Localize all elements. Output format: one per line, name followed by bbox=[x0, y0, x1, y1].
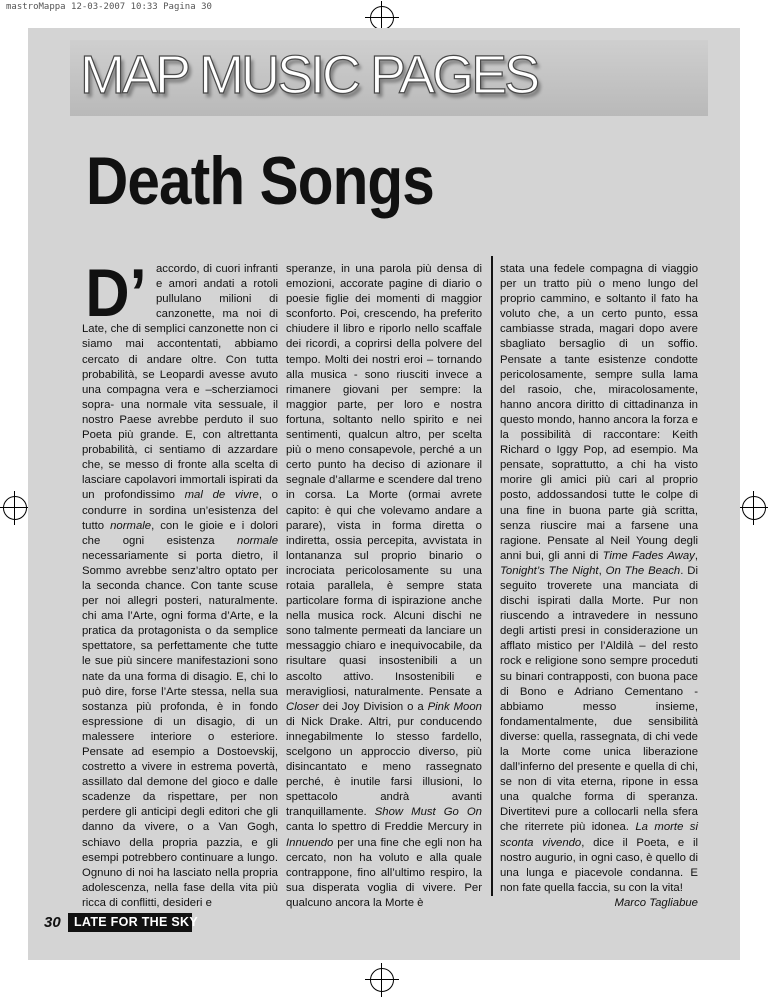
text-run: . Di seguito troverete una manciata di dischi ispirati dalla Morte. Pur non riuscendo a intravedere in nessuno degli artisti presi in considerazione un afflato mistico per l’Aldilà – del resto rock e religione sono sempre proceduti su binari contrapposti, con buona pace di Bono e Adriano Cementano - abbiamo messo insieme, fondamentalmente, due sensibilità diverse: quella, rassegnata, di chi vede la Morte come unica liberazione dall’inferno del presente e quella di chi, se non di vita eterna, ripone in essa una qualche forma di speranza. Divertitevi pure a collocarli nella sfera che riterrete più idonea. bbox=[500, 564, 698, 834]
text-run: canta lo spettro di Freddie Mercury in bbox=[286, 821, 482, 834]
text-italic: normale bbox=[110, 519, 152, 532]
text-run: di Nick Drake. Altri, pur conducendo innegabilmente lo stesso fardello, scelgono un approccio diverso, più disincantato e meno rassegnato perché, è inutile farsi illusioni, lo spettacolo andrà avanti tranquillamente. bbox=[286, 715, 482, 819]
text-run: accordo, di cuori infranti e amori andati a rotoli pullulano milioni di canzonette, ma noi di Late, che di semplici canzonette non ci siamo mai accontentati, abbiamo cercato di andare oltre. Con tutta probabilità, se Leopardi avesse avuto una compagna vera e –scherziamoci sopra- una normale vita sessuale, il nostro Paese avrebbe perduto il suo Poeta più grande. E, con altrettanta probabilità, ci sentiamo di azzardare che, se messo di fronte alla scelta di lasciare capolavori immortali ispirati da un profondissimo bbox=[82, 263, 278, 502]
column-divider bbox=[491, 256, 493, 896]
text-run: stata una fedele compagna di viaggio per un tratto più o meno lungo del proprio cammino, e soltanto il fato ha voluto che, a un certo punto, essa cambiasse strada, magari dopo avere sbagliato bersaglio di un soffio. Pensate a tante esistenze condotte pericolosamente, sempre sulla lama del rasoio, che, miracolosamente, hanno ancora diritto di cittadinanza in questo mondo, hanno ancora la forza e la possibilità di raccontare: Keith Richard o Iggy Pop, ad esempio. Ma pensate, soprattutto, a chi ha visto morire gli amici più cari al proprio posto, addossandosi tutte le colpe di una fine in buona parte già scritta, senza riuscire mai a farsene una ragione. Pensate al Neil Young degli anni bui, gli anni di bbox=[500, 263, 698, 562]
text-italic: Innuendo bbox=[286, 836, 334, 849]
text-italic: mal de vivre bbox=[184, 489, 259, 502]
article-headline: Death Songs bbox=[86, 143, 434, 219]
text-italic: Show Must Go On bbox=[374, 806, 482, 819]
text-run: per una fine che egli non ha cercato, non ha voluto e alla quale contrappone, fino all’ultimo respiro, la sua disperata voglia di vivere. Per qualcuno ancora la Morte è bbox=[286, 836, 482, 909]
text-italic: La morte si sconta vivendo bbox=[500, 821, 698, 849]
text-run: , bbox=[694, 549, 698, 562]
text-run: necessariamente si porta dietro, il Sommo avrebbe senz’altro optato per la seconda chance. Con tante scuse per noi allegri posteri, naturalmente. chi ama l’Arte, ogni forma d’Arte, e la pratica da protagonista o da semplice spettatore, sa perfettamente che tutte le sue più sincere manifestazioni sono nate da una forma di disagio. E, chi lo può dire, forse l’Arte stessa, nella sua sostanza più profonda, è in fondo espressione di un disagio, di un malessere interiore o esteriore. Pensate ad esempio a Dostoevskij, costretto a vivere in estrema povertà, assillato dal demone del gioco e dalle scadenze da rispettare, per non perdere gli anticipi degli editori che gli danno da vivere, o a Van Gogh, schiavo della propria pazzia, e gli esempi potrebbero continuare a lungo. Ognuno di noi ha lasciato nella propria adolescenza, nella fase della vita più ricca di conflitti, desideri e bbox=[82, 549, 278, 909]
text-italic: Time Fades Away bbox=[602, 549, 695, 562]
article-column-2 bbox=[286, 262, 482, 911]
article-column-3 bbox=[500, 262, 698, 911]
article-column-1 bbox=[82, 255, 278, 911]
registration-mark-left bbox=[3, 496, 27, 520]
text-run: speranze, in una parola più densa di emozioni, accorate pagine di diario o poesie figlie dei momenti di maggior sconforto. Poi, crescendo, ha preferito chiudere il libro e riporlo nello scaffale dei ricordi, a coprirsi della polvere del tempo. Molti dei nostri eroi – tornando alla musica - sono riusciti invece a rimanere giovani per sempre: la maggior parte, per loro e nostra fortuna, soltanto nello spirito e nei sentimenti, qualcun altro, per scelta più o meno consapevole, perché a un certo punto ha deciso di azionare il segnale d’allarme e scendere dal treno in corsa. La Morte (ormai avrete capito: è qui che volevamo andare a parare), vista in forma diretta o indiretta, ossia percepita, avvistata in lontananza sul proprio binario o incrociata pericolosamente su una rotaia parallela, è sempre stata particolare forma di ispirazione anche nella musica rock. Alcuni dischi ne sono talmente permeati da lanciare un messaggio chiaro e inequivocabile, da risultare quasi insostenibili a un ascolto attivo. Insostenibili e meravigliosi, naturalmente. Pensate a bbox=[286, 263, 482, 698]
text-run: , con le gioie e i dolori che ogni esistenza bbox=[82, 519, 278, 547]
registration-mark-bottom bbox=[370, 968, 394, 992]
registration-mark-right bbox=[742, 496, 766, 520]
text-run: , dice il Poeta, e il nostro augurio, in ogni caso, è quello di una lunga e piacevole condanna. E non fate quella faccia, su con la vita! bbox=[500, 836, 698, 894]
drop-cap: D’ bbox=[85, 255, 147, 331]
text-italic: Pink Moon bbox=[427, 700, 482, 713]
text-italic: normale bbox=[237, 534, 278, 547]
text-run: , o condurre in sordina un’esistenza del tutto bbox=[82, 489, 278, 532]
registration-mark-top bbox=[370, 6, 394, 30]
page-number: 30 bbox=[44, 914, 61, 931]
section-title: MAP MUSIC PAGES bbox=[80, 45, 538, 105]
text-run: dei Joy Division o a bbox=[318, 700, 428, 713]
text-italic: Closer bbox=[286, 700, 319, 713]
author-signature: Marco Tagliabue bbox=[614, 896, 698, 909]
text-italic: On The Beach bbox=[605, 564, 681, 577]
magazine-name: LATE FOR THE SKY bbox=[74, 915, 199, 929]
text-italic: Tonight’s The Night bbox=[500, 564, 599, 577]
print-slug: mastroMappa 12-03-2007 10:33 Pagina 30 bbox=[6, 2, 212, 12]
text-run: , bbox=[598, 564, 606, 577]
